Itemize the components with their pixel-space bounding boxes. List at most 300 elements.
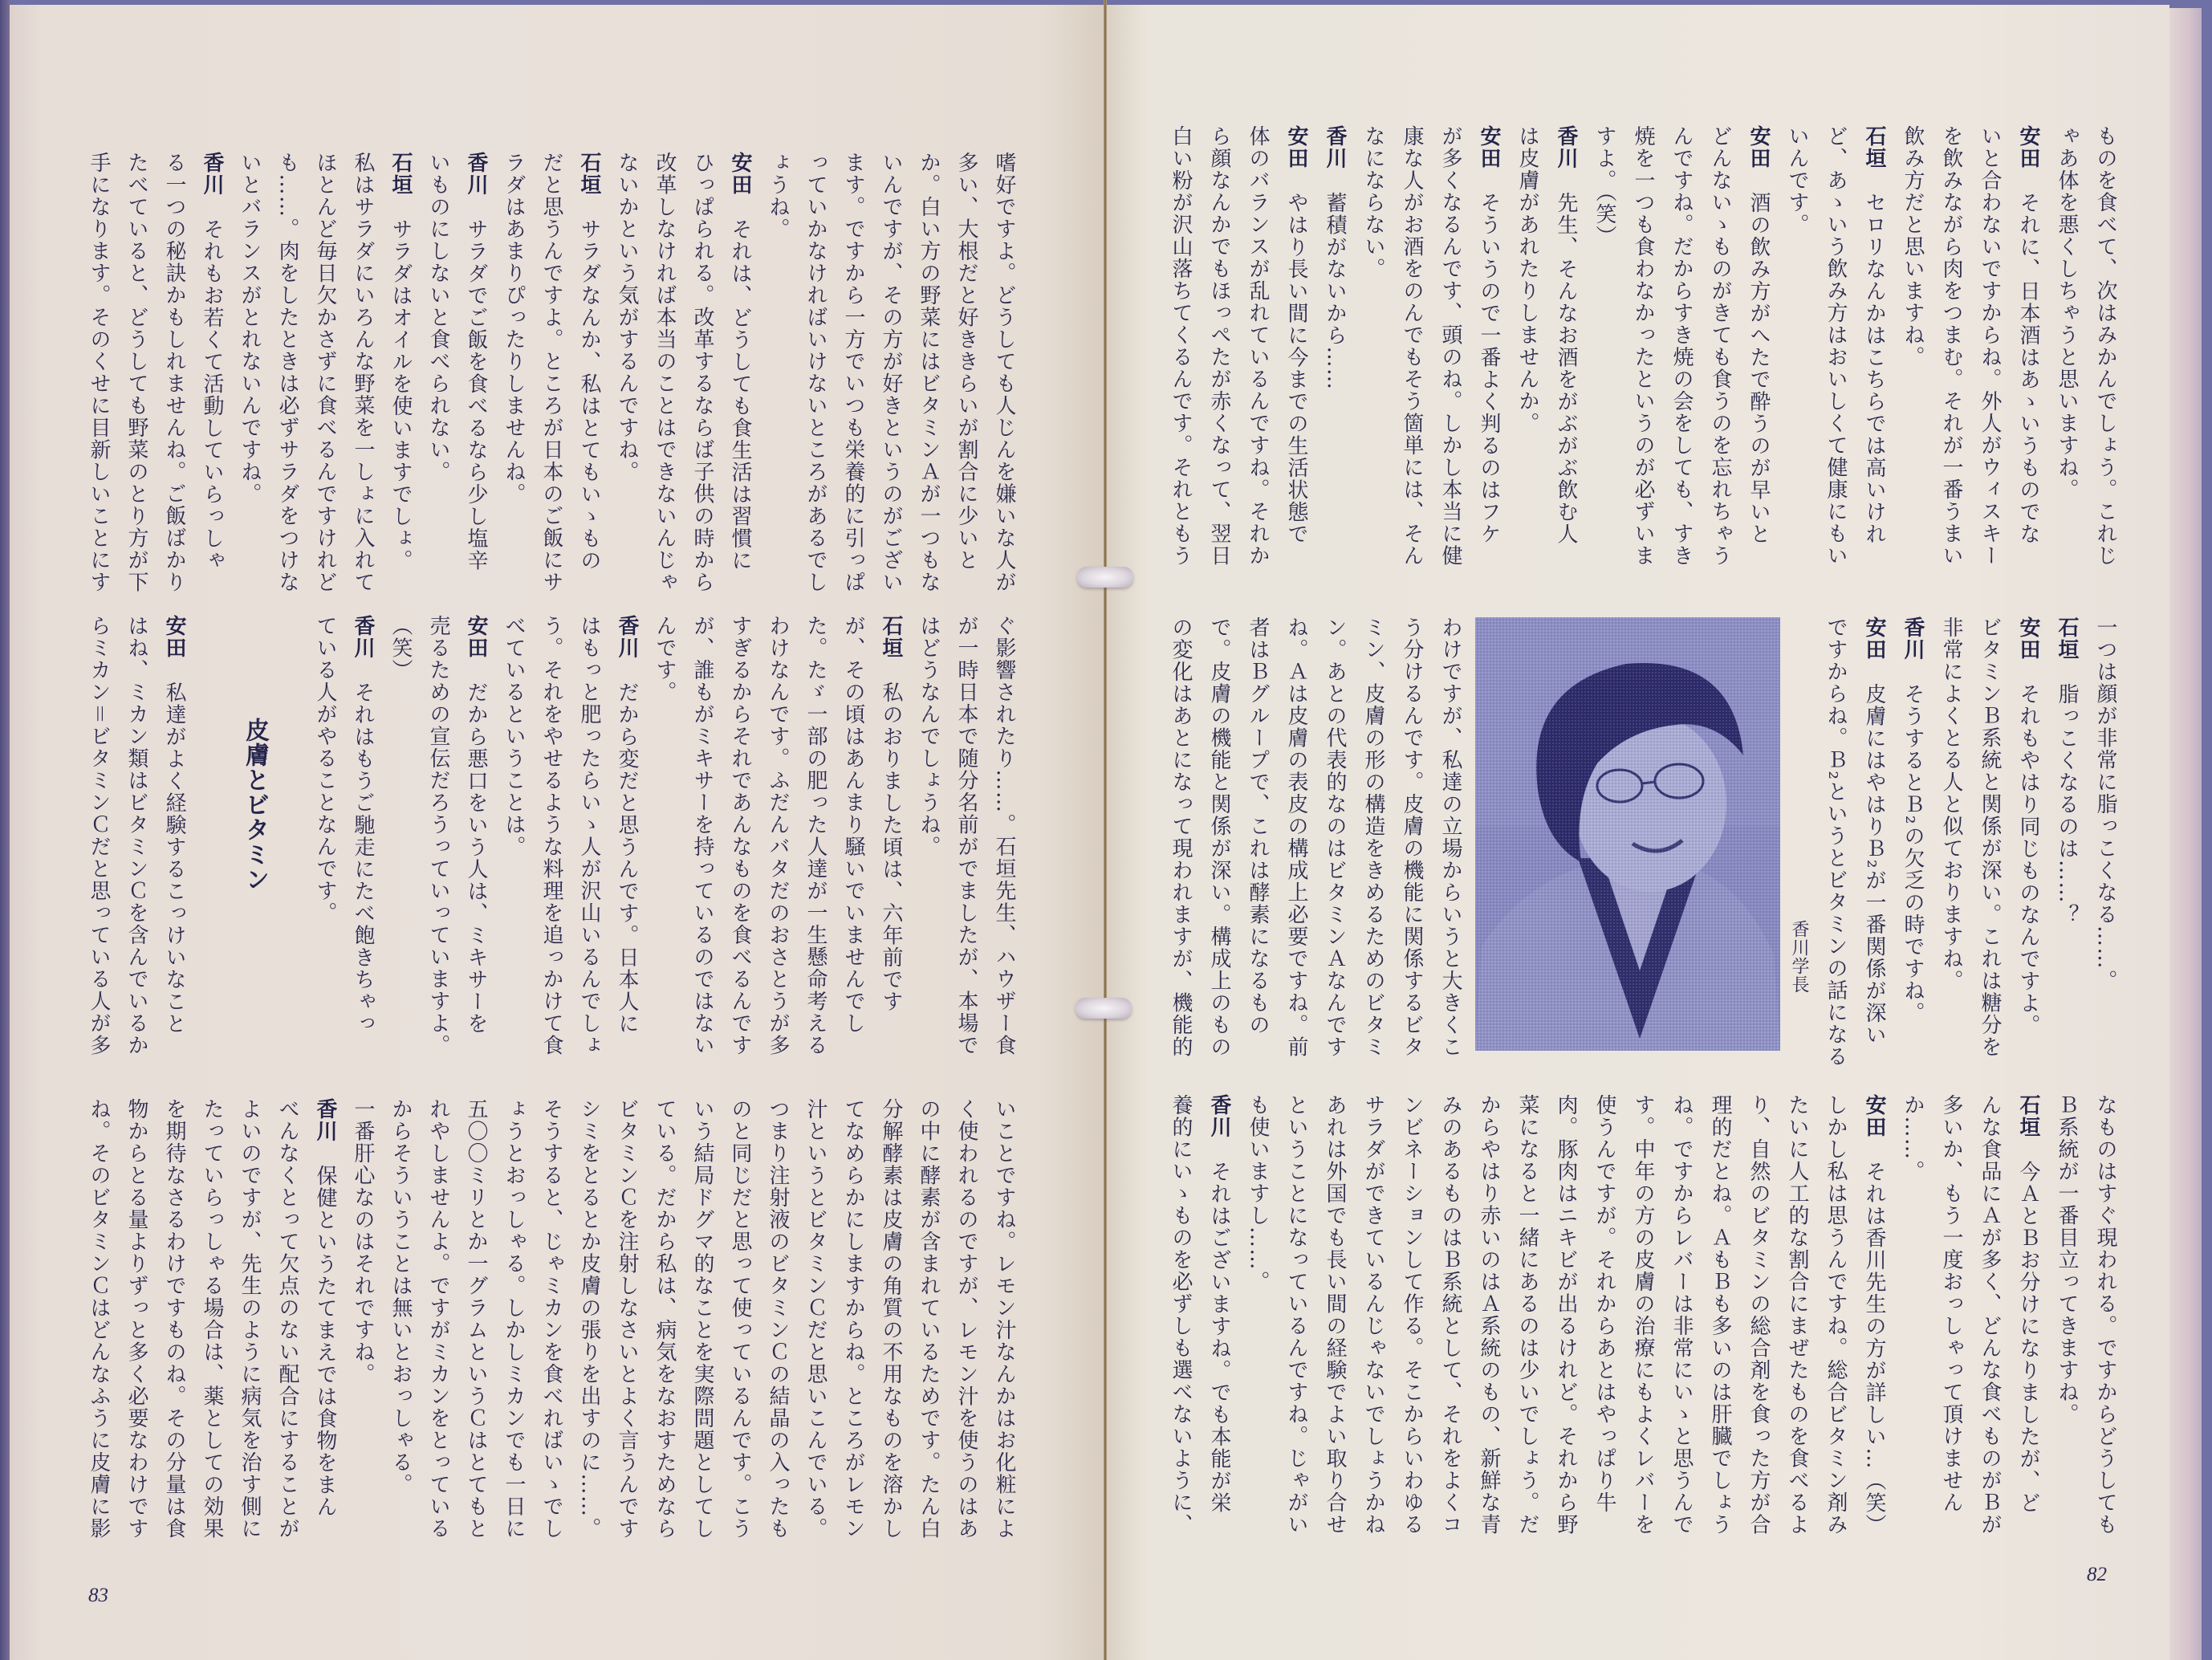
line-text: いう結局ドグマ的なことを実際問題としてし <box>690 1098 714 1540</box>
text-line <box>1585 125 1624 575</box>
line-text: も使いますし……。 <box>1246 1094 1270 1293</box>
text-line <box>494 152 532 601</box>
text-block-bottom <box>79 1098 1023 1548</box>
text-line <box>985 1098 1023 1548</box>
line-text: いと合わないですからね。外人がウィスキー <box>1978 125 2002 567</box>
text-line <box>1970 1094 2009 1544</box>
photo-caption: 香川学長 <box>1789 920 1809 994</box>
line-text: のと同じだと思って使っているんです。こう <box>728 1098 752 1540</box>
text-line <box>1855 125 1893 575</box>
text-line <box>1277 616 1315 1066</box>
text-line <box>1893 1094 1932 1544</box>
line-text: 私はサラダにいろんな野菜を一しょに入れて <box>351 152 375 593</box>
text-line <box>1277 1094 1315 1544</box>
text-line <box>1238 1094 1277 1544</box>
text-line <box>645 1098 683 1548</box>
line-text: も……。肉をしたときは必ずサラダをつけな <box>275 152 299 593</box>
line-text: 多いか、もう一度おっしゃって頂けません <box>1939 1094 1963 1514</box>
line-text: 先生、そんなお酒をがぶがぶ飲む人 <box>1554 192 1578 545</box>
text-block-middle-left <box>1161 616 1470 1066</box>
text-line <box>1932 125 1970 575</box>
text-line <box>1624 1094 1662 1544</box>
text-line <box>1431 616 1470 1066</box>
speaker-name: 石垣 <box>388 152 413 196</box>
text-line <box>419 615 457 1064</box>
line-text: サラダでご飯を食べるなら少し塩辛 <box>464 218 488 572</box>
text-line <box>758 152 796 601</box>
line-text: いとバランスがとれないんですね。 <box>238 152 262 505</box>
line-text: 分解酵素は皮膚の角質の不用なものを溶かし <box>879 1098 903 1540</box>
text-line <box>2009 1094 2047 1544</box>
line-text: たべていると、どうしても野菜のとり方が下 <box>124 152 148 593</box>
speaker-name: 石垣 <box>2016 1094 2040 1138</box>
text-line <box>947 1098 985 1548</box>
text-line <box>721 152 758 601</box>
line-text: べているということは。 <box>502 615 526 858</box>
page-number: 83 <box>88 1585 108 1606</box>
text-line <box>1161 1094 1200 1544</box>
line-text: からやはり赤いのはＡ系統のもの、新鮮な青 <box>1477 1094 1501 1536</box>
line-text: の中に酵素が含まれているためです。たん白 <box>917 1098 941 1540</box>
text-line <box>1393 1094 1431 1544</box>
text-line <box>985 152 1023 601</box>
line-text: ょうとおっしゃる。しかしミカンでも一日に <box>502 1098 526 1540</box>
text-block-bottom <box>1161 1094 2125 1544</box>
text-line <box>909 1098 947 1548</box>
text-line <box>1855 616 1893 1066</box>
speaker-name: 安田 <box>728 152 752 196</box>
line-text: はね、ミカン類はビタミンＣを含んでいるか <box>124 615 148 1056</box>
line-text: の変化はあとになって現われますが、機能的 <box>1169 616 1193 1058</box>
line-text: それに、日本酒はあゝいうものでな <box>2016 192 2040 545</box>
text-line <box>1547 1094 1585 1544</box>
text-line <box>872 1098 909 1548</box>
text-line <box>1932 616 1970 1066</box>
line-text: た。たゞ一部の肥った人達が一生懸命考える <box>803 615 827 1056</box>
line-text: それもお若くて活動していらっしゃ <box>200 218 224 572</box>
speaker-name: 香川 <box>1901 616 1925 661</box>
text-line <box>2009 125 2047 575</box>
line-text: 康な人がお酒をのんでもそう箇単には、そん <box>1400 125 1424 567</box>
page-number: 82 <box>2087 1564 2107 1585</box>
text-line <box>608 152 645 601</box>
line-text: だから悪口をいう人は、ミキサーを <box>464 681 488 1035</box>
line-text: なにならない。 <box>1361 125 1385 280</box>
text-line <box>947 152 985 601</box>
line-text: ないかという気がするんですね。 <box>615 152 639 483</box>
text-line <box>494 1098 532 1548</box>
text-line <box>193 152 230 601</box>
text-line <box>155 152 193 601</box>
line-text: ぐ影響されたり……。石垣先生、ハウザー食 <box>992 615 1016 1056</box>
speaker-name: 石垣 <box>2055 616 2079 661</box>
line-text: ものを食べて、次はみかんでしょう。これじ <box>2093 125 2117 567</box>
speaker-name: 香川 <box>313 1098 337 1142</box>
line-text: 五〇〇ミリとか一グラムというＣはとてもと <box>464 1098 488 1540</box>
text-line <box>381 615 419 1064</box>
text-line <box>1354 1094 1393 1544</box>
line-text: 脂っこくなるのは……？ <box>2055 683 2079 926</box>
text-line <box>457 1098 494 1548</box>
line-text: それは香川先生の方が詳しい…（笑） <box>1862 1161 1886 1536</box>
text-line <box>381 152 419 601</box>
text-line <box>268 152 306 601</box>
line-text: いことですね。レモン汁なんかはお化粧によ <box>992 1098 1016 1540</box>
text-line <box>494 615 532 1064</box>
text-line <box>1547 125 1585 575</box>
text-line <box>457 615 494 1064</box>
line-text: だから変だと思うんです。日本人に <box>615 681 639 1035</box>
text-line <box>1470 1094 1508 1544</box>
text-line <box>230 152 268 601</box>
line-text: ね。そのビタミンＣはどんなふうに皮膚に影 <box>87 1098 111 1540</box>
line-text: は皮膚があれたりしませんか。 <box>1515 125 1539 434</box>
line-text: か……。 <box>1901 1094 1925 1182</box>
line-text: ン。あとの代表的なのはビタミンＡなんです <box>1323 616 1347 1058</box>
text-line <box>1431 125 1470 575</box>
text-line <box>1585 1094 1624 1544</box>
line-text: 肉。豚肉はニキビが出るけれど。それから野 <box>1554 1094 1578 1536</box>
line-text: を飲みながら肉をつまむ。それが一番うまい <box>1939 125 1963 567</box>
staple-bottom <box>1076 998 1132 1019</box>
line-text: なものはすぐ現われる。ですからどうしても <box>2093 1094 2117 1536</box>
text-line <box>419 152 457 601</box>
line-text: Ｂ系統が一番目立ってきますね。 <box>2055 1094 2079 1426</box>
text-line <box>909 152 947 601</box>
text-line <box>1393 616 1431 1066</box>
text-line <box>683 615 721 1064</box>
text-line <box>758 1098 796 1548</box>
text-line <box>721 615 758 1064</box>
page-edges <box>2169 8 2202 1660</box>
text-line <box>796 1098 834 1548</box>
line-text: ら顔なんかでもほっぺたが赤くなって、翌日 <box>1207 125 1231 567</box>
text-line <box>1893 616 1932 1066</box>
line-text: そうするとＢ₂の欠乏の時ですね。 <box>1901 683 1925 1024</box>
line-text: てなめらかにしますからね。ところがレモン <box>841 1098 865 1540</box>
text-line <box>645 615 683 1064</box>
line-text: しかし私は思うんですね。総合ビタミン剤み <box>1824 1094 1848 1536</box>
line-text: が、誰もがミキサーを持っているのではない <box>690 615 714 1056</box>
line-text: れやしませんよ。ですがミカンをとっている <box>426 1098 450 1540</box>
line-text: 養的にいゝものを必ずしも選べないように、 <box>1169 1094 1193 1536</box>
text-line <box>79 1098 117 1548</box>
text-line <box>834 1098 872 1548</box>
text-line <box>758 615 796 1064</box>
speaker-name: 香川 <box>464 152 488 196</box>
text-block-middle <box>306 615 1023 1064</box>
gutter-binding <box>1104 0 1107 1660</box>
text-line <box>1508 1094 1547 1544</box>
line-text: そういうので一番よく判るのはフケ <box>1477 192 1501 545</box>
text-line <box>608 615 645 1064</box>
line-text: 体のバランスが乱れているんですね。それか <box>1246 125 1270 567</box>
line-text: わけですが、私達の立場からいうと大きくこ <box>1438 616 1462 1058</box>
text-line <box>79 152 117 601</box>
speaker-name: 安田 <box>1862 1094 1886 1138</box>
text-line <box>1739 1094 1778 1544</box>
text-line <box>1893 125 1932 575</box>
line-text: 手になります。そのくせに目新しいことにす <box>87 152 111 593</box>
line-text: よいのですが、先生のように病気を治す側に <box>238 1098 262 1540</box>
line-text: んです。 <box>653 615 677 703</box>
text-line <box>306 1098 344 1548</box>
line-text: が多くなるんです、頭のね。しかし本当に健 <box>1438 125 1462 567</box>
line-text: す。中年の方の皮膚の治療にもよくレバーを <box>1631 1094 1655 1536</box>
line-text: か。白い方の野菜にはビタミンＡが一つもな <box>917 152 941 593</box>
line-text: わけなんです。ふだんバタだのおさとうが多 <box>766 615 790 1056</box>
text-line <box>645 152 683 601</box>
text-line <box>306 615 344 1064</box>
speaker-name: 石垣 <box>577 152 601 196</box>
text-line <box>1855 1094 1893 1544</box>
line-text: で。皮膚の機能と関係が深い。構成上のもの <box>1207 616 1231 1058</box>
speaker-name: 安田 <box>464 615 488 659</box>
text-line <box>230 1098 268 1548</box>
line-text: 使うんですが。それからあとはやっぱり牛 <box>1592 1094 1616 1514</box>
text-line <box>117 1098 155 1548</box>
line-text: ゃあ体を悪くしちゃうと思いますね。 <box>2055 125 2079 501</box>
line-text: すよ。（笑） <box>1592 125 1616 247</box>
line-text: いんですが、その方が好きというのがござい <box>879 152 903 593</box>
line-text: それもやはり同じものなんですよ。 <box>2016 683 2040 1036</box>
line-text: ている人がやることなんです。 <box>313 615 337 924</box>
text-line <box>570 152 608 601</box>
text-line <box>1354 616 1393 1066</box>
speaker-name: 安田 <box>2016 616 2040 661</box>
text-block-top <box>1161 125 2125 575</box>
text-line <box>1315 125 1354 575</box>
line-text: んな食品にＡが多く、どんな食べものがＢが <box>1978 1094 2002 1536</box>
text-line <box>1778 1094 1816 1544</box>
text-line <box>1816 616 1855 1066</box>
text-line <box>2086 1094 2125 1544</box>
line-text: ょうね。 <box>766 152 790 240</box>
line-text: たっていらっしゃる場合は、薬としての効果 <box>200 1098 224 1540</box>
line-text: たいに人工的な割合にまぜたものを食べるよ <box>1785 1094 1809 1536</box>
speaker-name: 安田 <box>162 615 186 659</box>
portrait-photo <box>1475 617 1780 1051</box>
book-cover-edge <box>0 0 10 1660</box>
line-text: 一番肝心なのはそれですね。 <box>351 1098 375 1385</box>
line-text: 多い、大根だと好ききらいが割合に少いと <box>954 152 978 572</box>
text-line <box>344 152 381 601</box>
text-line <box>79 615 117 1064</box>
text-line <box>419 1098 457 1548</box>
line-text: ビタミンＢ系統と関係が深い。これは糖分を <box>1978 616 2002 1058</box>
text-line <box>985 615 1023 1064</box>
text-line <box>268 1098 306 1548</box>
line-text: サラダはオイルを使いますでしょ。 <box>388 218 413 572</box>
line-text: サラダができているんじゃないでしょうかね <box>1361 1094 1385 1536</box>
line-text: う。それをやせるような料理を追っかけて食 <box>539 615 563 1056</box>
text-line <box>608 1098 645 1548</box>
line-text: 焼を一つも食わなかったというのが必ずいま <box>1631 125 1655 567</box>
text-line <box>1200 1094 1238 1544</box>
line-text: ンビネーションして作る。そこからいわゆる <box>1400 1094 1424 1536</box>
line-text: 今ＡとＢお分けになりましたが、ど <box>2016 1161 2040 1514</box>
text-line <box>1470 125 1508 575</box>
line-text: サラダなんか、私はとてもいゝもの <box>577 218 601 572</box>
text-line <box>909 615 947 1064</box>
speaker-name: 香川 <box>200 152 224 196</box>
text-line <box>1161 616 1200 1066</box>
text-line <box>683 1098 721 1548</box>
portrait-photo-icon <box>1475 617 1780 1051</box>
text-line <box>117 152 155 601</box>
text-line <box>1508 125 1547 575</box>
text-line <box>1662 1094 1701 1544</box>
line-text: 者はＢグループで、これは酵素になるもの <box>1246 616 1270 1036</box>
speaker-name: 石垣 <box>1862 125 1886 169</box>
speaker-name: 石垣 <box>879 615 903 659</box>
line-text: る一つの秘訣かもしれませんね。ご飯ばかり <box>162 152 186 593</box>
text-line <box>1354 125 1393 575</box>
line-text: 保健というたてまえでは食物をまん <box>313 1165 337 1518</box>
line-text: り、自然のビタミンの総合剤を食った方が合 <box>1746 1094 1771 1536</box>
text-line <box>1778 125 1816 575</box>
text-line <box>193 1098 230 1548</box>
line-text: っていかなければいけないところがあるでし <box>803 152 827 593</box>
line-text: 皮膚にはやはりＢ₂が一番関係が深い <box>1862 683 1886 1046</box>
speaker-name: 香川 <box>615 615 639 659</box>
line-text: 売るための宣伝だろうっていっていますよ。 <box>426 615 450 1056</box>
speaker-name: 安田 <box>1477 125 1501 169</box>
text-line <box>1315 616 1354 1066</box>
text-line <box>2047 616 2086 1066</box>
speaker-name: 香川 <box>351 615 375 659</box>
text-line <box>1970 125 2009 575</box>
line-text: んですね。だからすき焼の会をしても、すき <box>1669 125 1694 567</box>
line-text: 酒の飲み方がへたで酔うのが早いと <box>1746 192 1771 545</box>
text-line <box>1970 616 2009 1066</box>
line-text: ミン、皮膚の形の構造をきめるためのビタミ <box>1361 616 1385 1058</box>
line-text: からそういうことは無いとおっしゃる。 <box>388 1098 413 1495</box>
line-text: 理的だとね。ＡもＢも多いのは肝臓でしょう <box>1708 1094 1732 1536</box>
text-line <box>1624 125 1662 575</box>
text-line <box>344 1098 381 1548</box>
text-line <box>1701 125 1739 575</box>
text-line <box>947 615 985 1064</box>
line-text: （笑） <box>388 615 413 681</box>
text-line <box>1701 1094 1739 1544</box>
line-text: ビタミンＣを注射しなさいとよく言うんです <box>615 1098 639 1540</box>
right-page <box>1105 5 2169 1660</box>
text-line <box>796 152 834 601</box>
line-text: ど、あゝいう飲み方はおいしくて健康にもい <box>1824 125 1848 567</box>
text-line <box>306 152 344 601</box>
left-page <box>10 5 1105 1660</box>
text-line <box>532 1098 570 1548</box>
line-text: それは、どうしても食生活は習慣に <box>728 218 752 572</box>
text-line <box>2047 1094 2086 1544</box>
text-block-middle-right <box>1816 616 2125 1066</box>
text-line <box>1932 1094 1970 1544</box>
line-text: はもっと肥ったらいゝ人が沢山いるんでしょ <box>577 615 601 1056</box>
text-line <box>457 152 494 601</box>
speaker-name: 安田 <box>1862 616 1886 661</box>
text-line <box>1816 1094 1855 1544</box>
line-text: そうすると、じゃミカンを食べればいゝでし <box>539 1098 563 1540</box>
line-text: ということになっているんですね。じゃがい <box>1284 1094 1308 1536</box>
text-line <box>834 152 872 601</box>
speaker-name: 安田 <box>1746 125 1771 169</box>
line-text: 白い粉が沢山落ちてくるんです。それともう <box>1169 125 1193 567</box>
line-text: が、その頃はあんまり騒いでいませんでし <box>841 615 865 1035</box>
text-line <box>1662 125 1701 575</box>
line-text: みのあるものはＢ系統として、それをよくコ <box>1438 1094 1462 1536</box>
text-line <box>1238 616 1277 1066</box>
text-line <box>2047 125 2086 575</box>
speaker-name: 香川 <box>1554 125 1578 169</box>
text-line <box>2009 616 2047 1066</box>
text-line <box>155 615 193 1064</box>
line-text: やはり長い間に今までの生活状態で <box>1284 192 1308 545</box>
line-text: はどうなんでしょうね。 <box>917 615 941 858</box>
text-line <box>1161 125 1200 575</box>
line-text: ラダはあまりぴったりしませんね。 <box>502 152 526 505</box>
text-line <box>1315 1094 1354 1544</box>
text-line <box>117 615 155 1064</box>
line-text: シミをとるとか皮膚の張りを出すのに……。 <box>577 1098 601 1540</box>
line-text: 物からとる量よりずっと多く必要なわけです <box>124 1098 148 1540</box>
text-line <box>2086 125 2125 575</box>
line-text: それはございますね。でも本能が栄 <box>1207 1161 1231 1514</box>
line-text: あれは外国でも長い間の経験でよい取り合せ <box>1323 1094 1347 1536</box>
speaker-name: 安田 <box>1284 125 1308 169</box>
text-line <box>570 1098 608 1548</box>
text-line <box>155 1098 193 1548</box>
line-text: それはもうご馳走にたべ飽きちゃっ <box>351 681 375 1035</box>
text-block-middle-after-heading <box>79 615 193 1064</box>
text-line <box>1238 125 1277 575</box>
line-text: を期待なさるわけですものね。その分量は食 <box>162 1098 186 1540</box>
line-text: いんです。 <box>1785 125 1809 236</box>
line-text: 菜になると一緒にあるのは少いでしょう。だ <box>1515 1094 1539 1536</box>
line-text: ひっぱられる。改革するならば子供の時から <box>690 152 714 593</box>
text-line <box>1277 125 1315 575</box>
text-block-top <box>79 152 1023 601</box>
line-text: 改革しなければ本当のことはできないんじゃ <box>653 152 677 593</box>
text-line <box>1739 125 1778 575</box>
line-text: ほとんど毎日欠かさずに食べるんですけれど <box>313 152 337 593</box>
line-text: べんなくとって欠点のない配合にすることが <box>275 1098 299 1540</box>
text-line <box>1200 125 1238 575</box>
speaker-name: 安田 <box>2016 125 2040 169</box>
line-text: ですからね。Ｂ₂というとビタミンの話になる <box>1824 616 1848 1068</box>
line-text: 非常によくとる人と似ておりますね。 <box>1939 616 1963 992</box>
line-text: すぎるからそれであんなものを食べるんです <box>728 615 752 1056</box>
line-text: 汁というとビタミンＣだと思いこんでいる。 <box>803 1098 827 1540</box>
staple-top <box>1077 567 1133 588</box>
text-line <box>570 615 608 1064</box>
text-line <box>1200 616 1238 1066</box>
line-text: 私のおりました頃は、六年前です <box>879 681 903 1013</box>
line-text: らミカン＝ビタミンＣだと思っている人が多 <box>87 615 111 1056</box>
line-text: いものにしないと食べられない。 <box>426 152 450 483</box>
line-text: どんないゝものがきても食うのを忘れちゃう <box>1708 125 1732 567</box>
text-line <box>683 152 721 601</box>
line-text: セロリなんかはこちらでは高いけれ <box>1862 192 1886 545</box>
text-line <box>532 152 570 601</box>
line-text: だと思うんですよ。ところが日本のご飯にサ <box>539 152 563 593</box>
text-line <box>381 1098 419 1548</box>
line-text: が一時日本で随分名前がでましたが、本場で <box>954 615 978 1056</box>
text-line <box>1431 1094 1470 1544</box>
line-text: 私達がよく経験するこっけいなこと <box>162 681 186 1035</box>
line-text: 飲み方だと思いますね。 <box>1901 125 1925 368</box>
text-line <box>1393 125 1431 575</box>
